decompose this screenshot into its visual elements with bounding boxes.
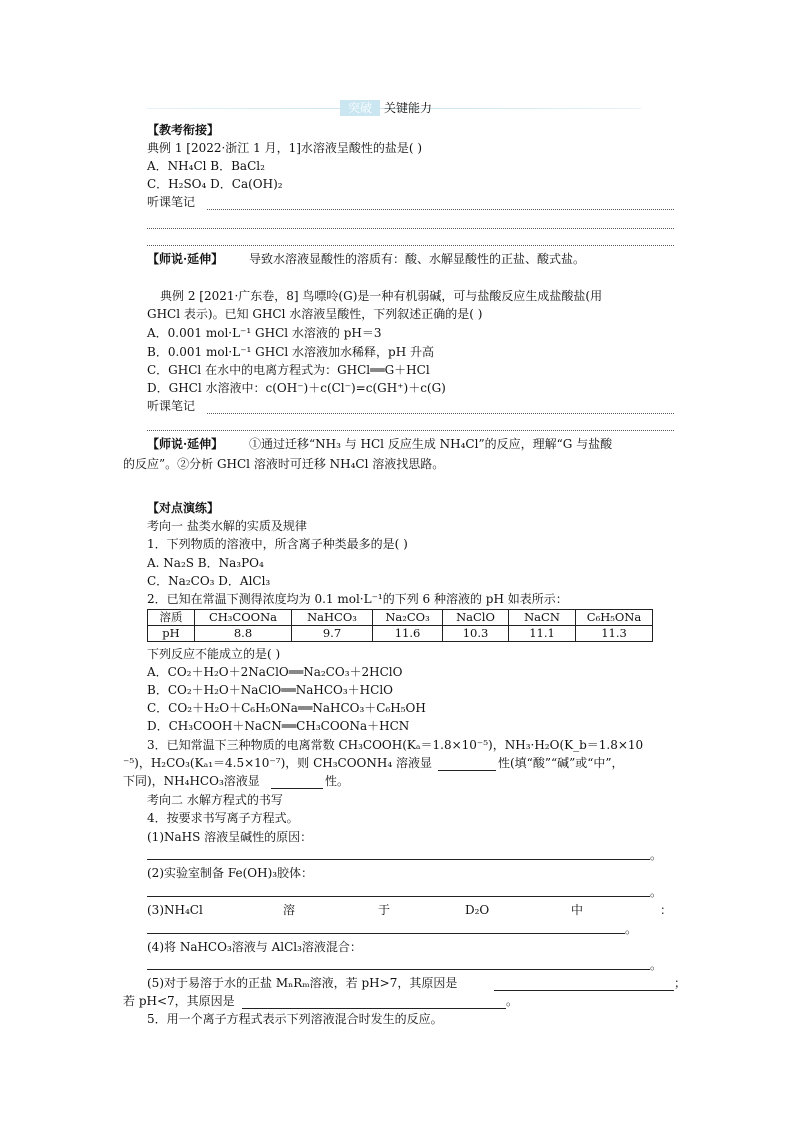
table-cell: 11.6	[373, 626, 443, 642]
answer-blank[interactable]	[242, 1008, 506, 1009]
question-5: 5．用一个离子方程式表示下列溶液混合时发生的反应。	[147, 1012, 443, 1026]
question-3: ⁻⁵)，H₂CO₃(Kₐ₁＝4.5×10⁻⁷)，则 CH₃COONH₄ 溶液显	[123, 756, 432, 770]
extension-label: 【师说·延伸】	[147, 437, 224, 451]
question-3: 3．已知常温下三种物质的电离常数 CH₃COOH(Kₐ＝1.8×10⁻⁵)，NH₃·H₂O(K_b＝1.8×10	[147, 738, 644, 752]
table-cell: CH₃COONa	[195, 610, 292, 626]
notes-label: 听课笔记	[147, 399, 196, 413]
period: 。	[650, 958, 663, 972]
example-2-option-c: C．GHCl 在水中的电离方程式为：GHCl══G＋HCl	[147, 363, 430, 377]
example-2-option-d: D．GHCl 水溶液中：c(OH⁻)＋c(Cl⁻)=c(GH⁺)＋c(G)	[147, 381, 446, 395]
notes-line[interactable]	[147, 228, 674, 229]
table-cell: 8.8	[195, 626, 292, 642]
direction-2: 考向二 水解方程式的书写	[147, 793, 283, 807]
question-1-options-ab: A. Na₂S B．Na₃PO₄	[147, 556, 264, 570]
question-2-option-a: A．CO₂＋H₂O＋2NaClO══Na₂CO₃＋2HClO	[147, 665, 403, 679]
table-cell: NaHCO₃	[292, 610, 373, 626]
table-cell: C₆H₅ONa	[576, 610, 653, 626]
example-2-option-a: A．0.001 mol·L⁻¹ GHCl 水溶液的 pH＝3	[147, 326, 382, 340]
period: 。	[650, 848, 663, 862]
question-3: 性。	[325, 774, 350, 788]
question-4-3: 中	[571, 903, 584, 917]
answer-line[interactable]	[147, 896, 650, 897]
question-4-3: (3)NH₄Cl	[147, 903, 203, 917]
extension-label: 【师说·延伸】	[147, 252, 224, 266]
question-2-option-b: B．CO₂＋H₂O＋NaClO══NaHCO₃＋HClO	[147, 683, 393, 697]
table-cell: Na₂CO₃	[373, 610, 443, 626]
period: 。	[506, 994, 519, 1008]
table-cell: 11.1	[509, 626, 576, 642]
notes-label: 听课笔记	[147, 195, 196, 209]
table-cell: NaCN	[509, 610, 576, 626]
question-4-3: 于	[378, 903, 391, 917]
question-3: 下同)，NH₄HCO₃溶液显	[123, 774, 260, 788]
section-title: 关键能力	[384, 101, 433, 115]
question-4-5: (5)对于易溶于水的正盐 MₙRₘ溶液，若 pH>7，其原因是	[147, 976, 458, 990]
question-4-4: (4)将 NaHCO₃溶液与 AlCl₃溶液混合：	[147, 940, 362, 954]
answer-blank[interactable]	[438, 770, 496, 771]
question-4-5: 若 pH<7，其原因是	[123, 994, 235, 1008]
table-cell: 11.3	[576, 626, 653, 642]
notes-line[interactable]	[147, 430, 674, 431]
question-2-ask: 下列反应不能成立的是( )	[147, 647, 281, 661]
example-2-option-b: B．0.001 mol·L⁻¹ GHCl 水溶液加水稀释，pH 升高	[147, 345, 435, 359]
period: 。	[650, 885, 663, 899]
answer-line[interactable]	[147, 933, 625, 934]
answer-blank[interactable]	[271, 788, 323, 789]
question-2: 2．已知在常温下测得浓度均为 0.1 mol·L⁻¹的下列 6 种溶液的 pH 如表所示：	[147, 592, 568, 606]
example-1-stem: 典例 1 [2022·浙江 1 月，1]水溶液呈酸性的盐是( )	[147, 141, 423, 155]
answer-line[interactable]	[147, 859, 650, 860]
question-4: 4．按要求书写离子方程式。	[147, 811, 299, 825]
extension-text: ①通过迁移“NH₃ 与 HCl 反应生成 NH₄Cl”的反应，理解“G 与盐酸	[249, 437, 613, 451]
question-4-3: ：	[660, 903, 673, 917]
section-badge: 突破	[340, 100, 380, 116]
example-1-options-ab: A．NH₄Cl B．BaCl₂	[147, 159, 265, 173]
semicolon: ；	[674, 976, 687, 990]
notes-line[interactable]	[147, 245, 674, 246]
heading-practice: 【对点演练】	[147, 501, 220, 515]
period: 。	[625, 922, 638, 936]
example-1-options-cd: C．H₂SO₄ D．Ca(OH)₂	[147, 177, 283, 191]
heading-jiaokao: 【教考衔接】	[147, 123, 220, 137]
question-3: 性(填“酸”“碱”或“中”，	[498, 756, 624, 770]
table-cell: NaClO	[443, 610, 509, 626]
notes-line[interactable]	[207, 209, 674, 210]
table-cell: 溶质	[148, 610, 195, 626]
example-2-stem: 典例 2 [2021·广东卷，8] 鸟嘌呤(G)是一种有机弱碱，可与盐酸反应生成盐酸盐(用	[160, 289, 603, 303]
extension-text: 的反应”。②分析 GHCl 溶液时可迁移 NH₄Cl 溶液找思路。	[123, 457, 445, 471]
question-2-option-c: C．CO₂＋H₂O＋C₆H₅ONa══NaHCO₃＋C₆H₅OH	[147, 701, 426, 715]
example-2-stem: GHCl 表示)。已知 GHCl 水溶液呈酸性，下列叙述正确的是( )	[147, 307, 483, 321]
question-2-option-d: D．CH₃COOH＋NaCN══CH₃COONa＋HCN	[147, 719, 410, 733]
extension-text: 导致水溶液显酸性的溶质有：酸、水解显酸性的正盐、酸式盐。	[249, 252, 586, 266]
direction-1: 考向一 盐类水解的实质及规律	[147, 519, 307, 533]
notes-line[interactable]	[207, 413, 674, 414]
question-1-options-cd: C．Na₂CO₃ D．AlCl₃	[147, 574, 271, 588]
answer-blank[interactable]	[494, 990, 674, 991]
question-4-2: (2)实验室制备 Fe(OH)₃胶体：	[147, 866, 314, 880]
question-1: 1．下列物质的溶液中，所含离子种类最多的是( )	[147, 537, 408, 551]
ph-table	[147, 609, 653, 642]
table-cell: 10.3	[443, 626, 509, 642]
answer-line[interactable]	[147, 969, 650, 970]
question-4-3: 溶	[283, 903, 296, 917]
table-row	[148, 610, 653, 626]
table-cell: pH	[148, 626, 195, 642]
question-4-3: D₂O	[465, 903, 490, 917]
question-4-1: (1)NaHS 溶液呈碱性的原因：	[147, 830, 313, 844]
table-row	[148, 626, 653, 642]
table-cell: 9.7	[292, 626, 373, 642]
